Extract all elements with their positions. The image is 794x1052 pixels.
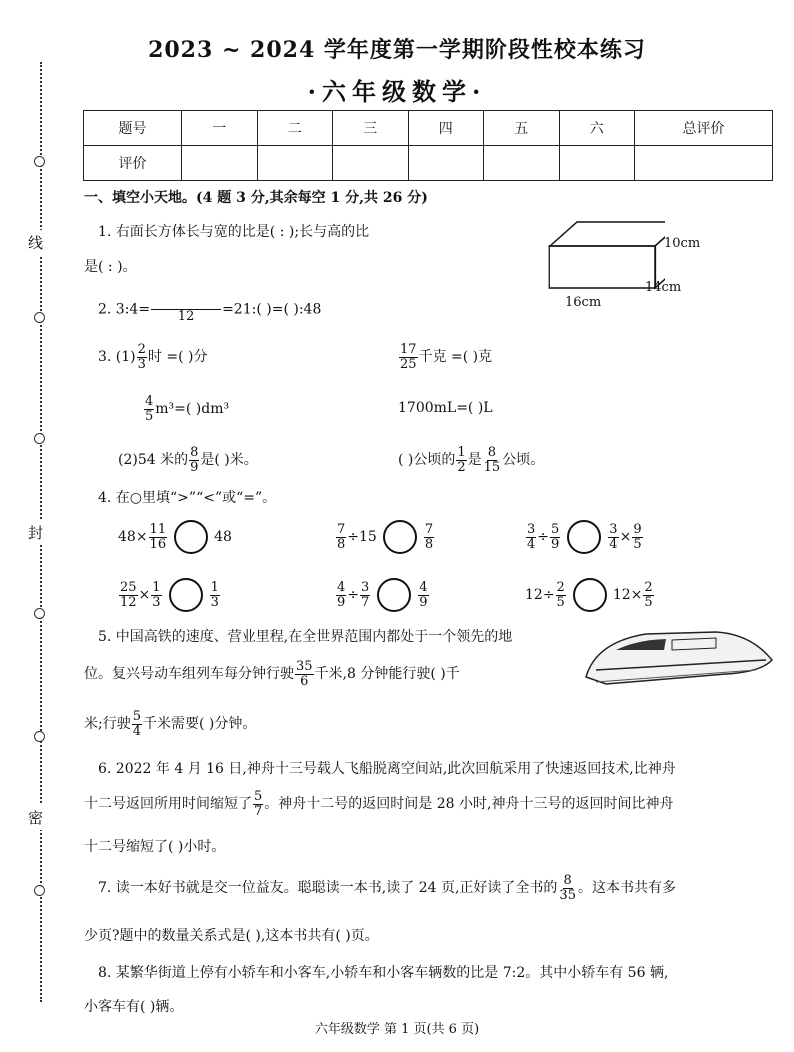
frac-num: 1 [210,579,219,595]
q2-fraction [151,295,221,324]
frac-den: 3 [152,594,161,610]
score-header-cell: 五 [484,111,560,146]
score-header-cell: 三 [333,111,409,146]
frac-num: 5 [254,789,263,804]
frac-num: 5 [551,521,560,537]
expr-text: 48 [214,529,232,545]
q5-line2 [84,660,460,688]
q4-expr-4 [118,578,221,612]
cuboid-side-face [655,222,665,288]
compare-circle[interactable] [174,520,208,554]
q4-expr-3 [525,520,644,554]
score-cell[interactable] [559,146,635,181]
cuboid-width-label: 14cm [645,280,682,295]
expr-frac [424,523,434,551]
expr-frac [151,581,161,609]
q4-expr-5 [335,578,430,612]
q7-frac [558,874,577,902]
q5-text: 千米,8 分钟能行驶( )千 [314,666,460,683]
cuboid-top-face [550,222,665,246]
frac-den: 8 [337,536,346,552]
q5-text: 米;行驶 [84,716,131,733]
frac-den: 9 [551,536,560,552]
q3-frac [144,395,154,423]
expr-frac [336,581,346,609]
frac-num: 2 [556,579,565,595]
frac-den: 2 [457,459,466,475]
frac-num: 11 [149,521,167,537]
frac-num: 25 [120,579,137,595]
frac-den: 5 [633,536,642,552]
score-header-cell: 二 [257,111,333,146]
q1-line1: 1. 右面长方体长与宽的比是( : );长与高的比 [98,224,370,240]
q3-text: (2)54 米的 [118,452,189,469]
expr-text: 12× [612,587,643,603]
q5-line1: 5. 中国高铁的速度、营业里程,在全世界范围内都处于一个领先的地 [98,629,513,645]
q3-frac [483,446,502,474]
frac-den: 7 [254,803,263,819]
score-cell[interactable] [408,146,484,181]
q3-text: 时 =( )分 [147,349,208,366]
binding-char-secret: 密 [28,805,43,830]
q6-line1: 6. 2022 年 4 月 16 日,神舟十三号载人飞船脱离空间站,此次回航采用了快速返回技术,比神舟 [98,761,676,777]
frac-den: 5 [556,594,565,610]
q6-line2 [84,790,673,818]
q4-expr-2 [335,520,435,554]
q5-frac [132,710,142,738]
exam-title: 2023 ~ 2024 学年度第一学期阶段性校本练习 [148,37,646,63]
frac-num: 17 [400,342,417,357]
frac-num: 3 [609,521,618,537]
expr-frac [119,581,138,609]
expr-frac [643,581,653,609]
expr-frac [550,523,560,551]
expr-frac [526,523,536,551]
frac-den: 4 [132,723,141,739]
binding-hole [34,156,45,167]
frac-num: 4 [419,579,428,595]
expr-frac [149,523,168,551]
q4-expr-6 [525,578,655,612]
frac-num: 2 [644,579,653,595]
compare-circle[interactable] [573,578,607,612]
cuboid-front-face [549,246,655,288]
expr-text: 48× [118,529,148,545]
frac-den: 9 [190,459,199,475]
score-cell[interactable] [635,146,773,181]
q3-text: 公顷。 [502,452,545,469]
score-header-cell: 题号 [84,111,182,146]
score-cell[interactable] [182,146,258,181]
frac-num: 4 [337,579,346,595]
frac-num: 3 [361,579,370,595]
q3-text: 千克 =( )克 [418,349,493,366]
q2-denominator: 12 [177,309,195,324]
frac-den: 5 [145,408,154,424]
compare-circle[interactable] [383,520,417,554]
q3-row1a [98,343,207,371]
q4-title: 4. 在○里填“>”“<”或“=”。 [98,490,277,506]
frac-den: 8 [424,536,434,552]
q3-text: 是( )米。 [200,452,258,469]
frac-num: 9 [633,521,642,537]
frac-den: 3 [210,594,219,610]
q1-line2: 是( : )。 [84,259,137,275]
binding-char-line: 线 [28,230,43,255]
score-header-cell: 四 [408,111,484,146]
frac-num: 5 [132,709,141,724]
q4-expr-1 [118,520,232,554]
expr-text: 12÷ [525,587,555,603]
frac-num: 2 [137,342,146,357]
score-cell[interactable] [333,146,409,181]
q3-row1b [398,343,492,371]
q7-text: 7. 读一本好书就是交一位益友。聪聪读一本书,读了 24 页,正好读了全书的 [98,880,558,897]
q3-row2b: 1700mL=( )L [398,400,493,416]
q5-line3 [84,710,256,738]
frac-num: 35 [296,659,313,674]
frac-num: 7 [337,521,346,537]
score-table-header-row [84,111,773,146]
q6-frac [253,790,263,818]
score-header-cell: 六 [559,111,635,146]
frac-num: 8 [563,873,572,888]
q2-numerator-blank[interactable] [151,295,221,310]
expr-text: ÷ [347,587,360,603]
frac-den: 6 [300,673,309,689]
frac-den: 9 [337,594,346,610]
frac-den: 25 [400,356,417,372]
train-icon [576,622,776,692]
expr-text: ÷ [537,529,550,545]
frac-den: 7 [361,594,370,610]
q2-prefix: 2. 3:4= [98,301,151,318]
section-title: 一、填空小天地。(4 题 3 分,其余每空 1 分,共 26 分) [84,190,428,206]
score-row-label: 评价 [84,146,182,181]
compare-circle[interactable] [567,520,601,554]
binding-hole [34,608,45,619]
expr-frac [608,523,618,551]
frac-num: 4 [145,394,154,409]
expr-frac [210,581,220,609]
frac-den: 15 [483,459,501,475]
binding-hole [34,312,45,323]
expr-frac [360,581,370,609]
cuboid-height-label: 10cm [664,236,701,251]
frac-den: 35 [559,887,576,903]
page-footer: 六年级数学 第 1 页(共 6 页) [314,1022,480,1037]
q2-suffix: =21:( )=( ):48 [222,301,322,318]
score-cell[interactable] [257,146,333,181]
expr-frac [632,523,642,551]
binding-hole [34,433,45,444]
frac-den: 16 [149,536,167,552]
q3-row2a [143,395,229,423]
frac-num: 1 [152,579,161,595]
q3-text: m³=( )dm³ [155,401,230,418]
expr-frac [418,581,428,609]
q3-frac [456,446,466,474]
binding-char-seal: 封 [28,520,43,545]
q8-line1: 8. 某繁华街道上停有小轿车和小客车,小轿车和小客车辆数的比是 7:2。其中小轿车有 56 辆, [98,965,669,981]
q8-line2: 小客车有( )辆。 [84,999,184,1015]
q3-prefix: 3. (1) [98,349,136,366]
frac-den: 9 [419,594,428,610]
q7-line1 [98,874,676,902]
frac-den: 4 [609,536,618,552]
q6-line3: 十二号缩短了( )小时。 [84,839,226,855]
expr-text: × [619,529,632,545]
score-cell[interactable] [484,146,560,181]
frac-num: 1 [457,445,466,460]
frac-den: 5 [644,594,653,610]
q6-text: 。神舟十二号的返回时间是 28 小时,神舟十三号的返回时间比神舟 [264,796,674,813]
binding-hole [34,731,45,742]
q2-line [98,295,321,324]
expr-frac [336,523,346,551]
q5-text: 位。复兴号动车组列车每分钟行驶 [84,666,294,683]
cuboid-length-label: 16cm [565,295,602,310]
expr-text: ÷15 [347,529,377,545]
q7-text: 。这本书共有多 [577,880,676,897]
q6-text: 十二号返回所用时间缩短了 [84,796,252,813]
frac-num: 3 [527,521,536,537]
q3-part2b [398,446,544,474]
q3-frac [137,343,147,371]
expr-frac [556,581,566,609]
compare-circle[interactable] [169,578,203,612]
frac-den: 4 [527,536,536,552]
frac-num: 8 [190,445,199,460]
q3-frac [189,446,199,474]
q3-frac [399,343,418,371]
score-table [83,110,773,181]
score-table-eval-row [84,146,773,181]
frac-num: 7 [424,521,434,537]
score-header-cell: 一 [182,111,258,146]
q3-text: 是 [467,452,482,469]
q5-text: 千米需要( )分钟。 [143,716,257,733]
frac-den: 3 [137,356,146,372]
q7-line2: 少页?题中的数量关系式是( ),这本书共有( )页。 [84,928,379,944]
exam-subtitle: ·六年级数学· [307,77,487,106]
score-header-cell: 总评价 [635,111,773,146]
frac-num: 8 [487,445,497,460]
binding-hole [34,885,45,896]
q3-text: ( )公顷的 [398,452,456,469]
q5-frac [295,660,314,688]
compare-circle[interactable] [377,578,411,612]
frac-den: 12 [120,594,137,610]
expr-text: × [138,587,151,603]
q3-part2a [118,446,258,474]
